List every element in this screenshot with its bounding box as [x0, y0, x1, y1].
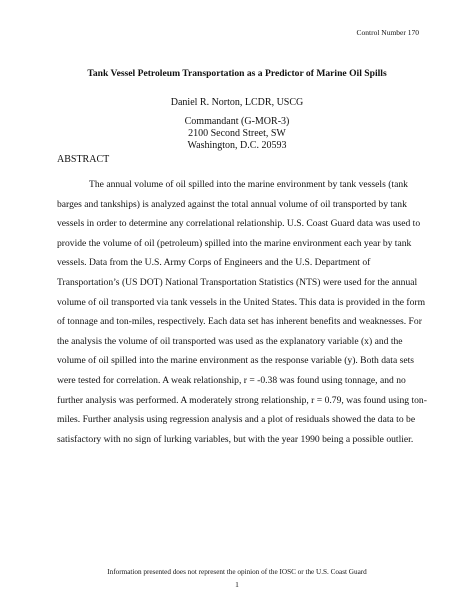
- page-number: 1: [235, 580, 239, 589]
- abstract-line: The annual volume of oil spilled into the marine environment by tank vessels (tank: [89, 179, 408, 190]
- control-number: Control Number 170: [356, 28, 419, 37]
- paper-title: Tank Vessel Petroleum Transportation as a Predictor of Marine Oil Spills: [87, 68, 387, 79]
- abstract-heading: ABSTRACT: [57, 154, 110, 165]
- author-name: Daniel R. Norton, LCDR, USCG: [170, 97, 304, 108]
- abstract-line: satisfactory with no sign of lurking variables, but with the year 1990 being a possible outlier.: [57, 433, 414, 445]
- abstract-line: miles. Further analysis using regression analysis and a plot of residuals showed the data to be: [57, 414, 416, 426]
- abstract-line: were tested for correlation. A weak relationship, r = -0.38 was found using tonnage, and no: [57, 374, 406, 386]
- footer-disclaimer: Information presented does not represent the opinion of the IOSC or the U.S. Coast Guard: [107, 568, 367, 576]
- abstract-line: the analysis the volume of oil transported was used as the explanatory variable (x) and the: [57, 335, 403, 347]
- abstract-line: vessels in order to determine any correlational relationship. U.S. Coast Guard data was used to: [57, 218, 421, 230]
- address-line: 2100 Second Street, SW: [188, 128, 286, 139]
- address-line: Commandant (G-MOR-3): [184, 116, 290, 127]
- author-block: [0, 97, 474, 152]
- abstract-line: volume of oil spilled into the marine environment as the response variable (y). Both data sets: [57, 355, 415, 367]
- abstract-line: further analysis was performed. A moderately strong relationship, r = 0.79, was found using ton-: [57, 394, 427, 406]
- abstract-line: Transportation’s (US DOT) National Transportation Statistics (NTS) were used for the annual: [57, 276, 418, 288]
- abstract-line: vessels. Data from the U.S. Army Corps of Engineers and the U.S. Department of: [57, 257, 371, 269]
- abstract-line: provide the volume of oil (petroleum) spilled into the marine environment each year by tank: [57, 237, 412, 249]
- abstract-line: barges and tankships) is analyzed against the total annual volume of oil transported by tank: [57, 198, 407, 210]
- abstract-line: of tonnage and ton-miles, respectively. Each data set has inherent benefits and weaknesses. For: [57, 316, 422, 328]
- abstract-body: [57, 175, 427, 449]
- address-line: Washington, D.C. 20593: [187, 140, 287, 151]
- abstract-line: volume of oil transported via tank vessels in the United States. This data is provided in the form: [57, 296, 426, 308]
